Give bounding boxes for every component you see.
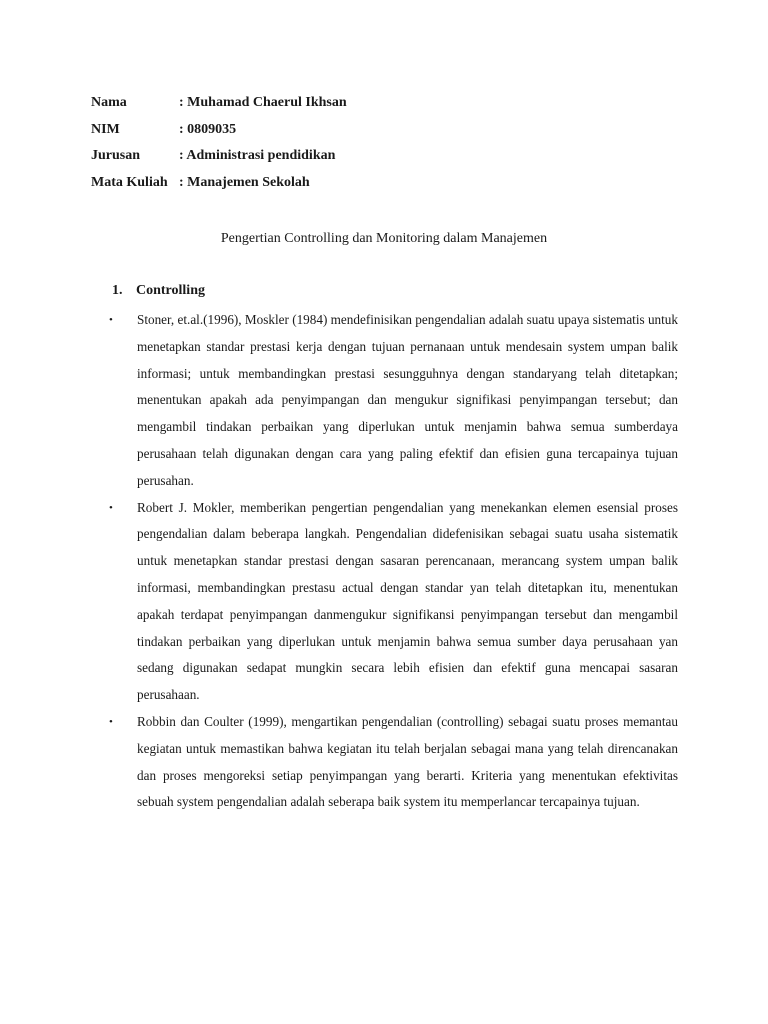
header-label: Jurusan xyxy=(91,148,141,163)
section-number: 1. xyxy=(112,283,123,298)
list-item xyxy=(108,495,678,709)
bullet-text: Stoner, et.al.(1996), Moskler (1984) mendefinisikan pengendalian adalah suatu upaya sistematis untuk menetapkan standar prestasi kerja dengan tujuan pernanaan untuk mendesain system umpan balik informasi; untuk membandingkan prestasi sesungguhnya dengan standaryang telah ditetapkan; menentukan apakah ada penyimpangan dan mengukur signifikasi penyimpangan tersebut; dan mengambil tindakan perbaikan yang diperlukan untuk menjamin bahwa semua sumberdaya perusahaan telah digunakan dengan cara yang paling efektif dan efisien guna tercapainya tujuan perusahan. xyxy=(137,312,678,488)
section-heading xyxy=(112,280,205,302)
section-heading-text: Controlling xyxy=(136,283,205,298)
list-item xyxy=(108,709,678,816)
header-row-nim xyxy=(91,119,691,146)
list-item xyxy=(108,307,678,495)
bullet-icon: • xyxy=(109,314,113,326)
header-row-jurusan xyxy=(91,145,691,172)
bullet-text: Robbin dan Coulter (1999), mengartikan pengendalian (controlling) sebagai suatu proses memantau kegiatan untuk memastikan bahwa kegiatan itu telah berjalan sebagai mana yang telah direncanakan dan proses mengoreksi setiap penyimpangan yang berarti. Kriteria yang menentukan efektivitas sebuah system pengendalian adalah seberapa baik system itu memperlancar tercapainya tujuan. xyxy=(137,713,678,810)
bullet-text: Robert J. Mokler, memberikan pengertian pengendalian yang menekankan elemen esensial proses pengendalian dalam beberapa langkah. Pengendalian didefenisikan sebagai suatu usaha sistematik untuk menetapkan standar prestasi dengan sasaran perencanaan, merancang system umpan balik informasi, membandingkan prestasu actual dengan standar yan telah ditetapkan itu, menentukan apakah terdapat penyimpangan danmengukur signifikansi penyimpangan tersebut dan mengambil tindakan perbaikan yang diperlukan untuk menjamin bahwa semua sumber daya perusahaan yan sedang digunakan sedapat mungkin secara lebih efisien dan efektif guna mencapai sasaran perusahaan. xyxy=(137,499,678,703)
bullet-icon: • xyxy=(109,501,113,514)
document-title: Pengertian Controlling dan Monitoring dalam Manajemen xyxy=(220,231,548,246)
header-value: : Muhamad Chaerul Ikhsan xyxy=(179,95,347,110)
header-label: Nama xyxy=(91,95,127,110)
bullet-icon: • xyxy=(109,715,113,728)
student-info-header xyxy=(91,92,691,198)
header-value: : Manajemen Sekolah xyxy=(179,174,310,190)
header-row-nama xyxy=(91,92,691,119)
bullet-list xyxy=(108,307,678,816)
header-label: NIM xyxy=(91,121,120,137)
header-row-mata-kuliah xyxy=(91,172,691,199)
header-value: : Administrasi pendidikan xyxy=(179,148,336,163)
header-value: : 0809035 xyxy=(179,121,237,137)
header-label: Mata Kuliah xyxy=(91,174,168,190)
